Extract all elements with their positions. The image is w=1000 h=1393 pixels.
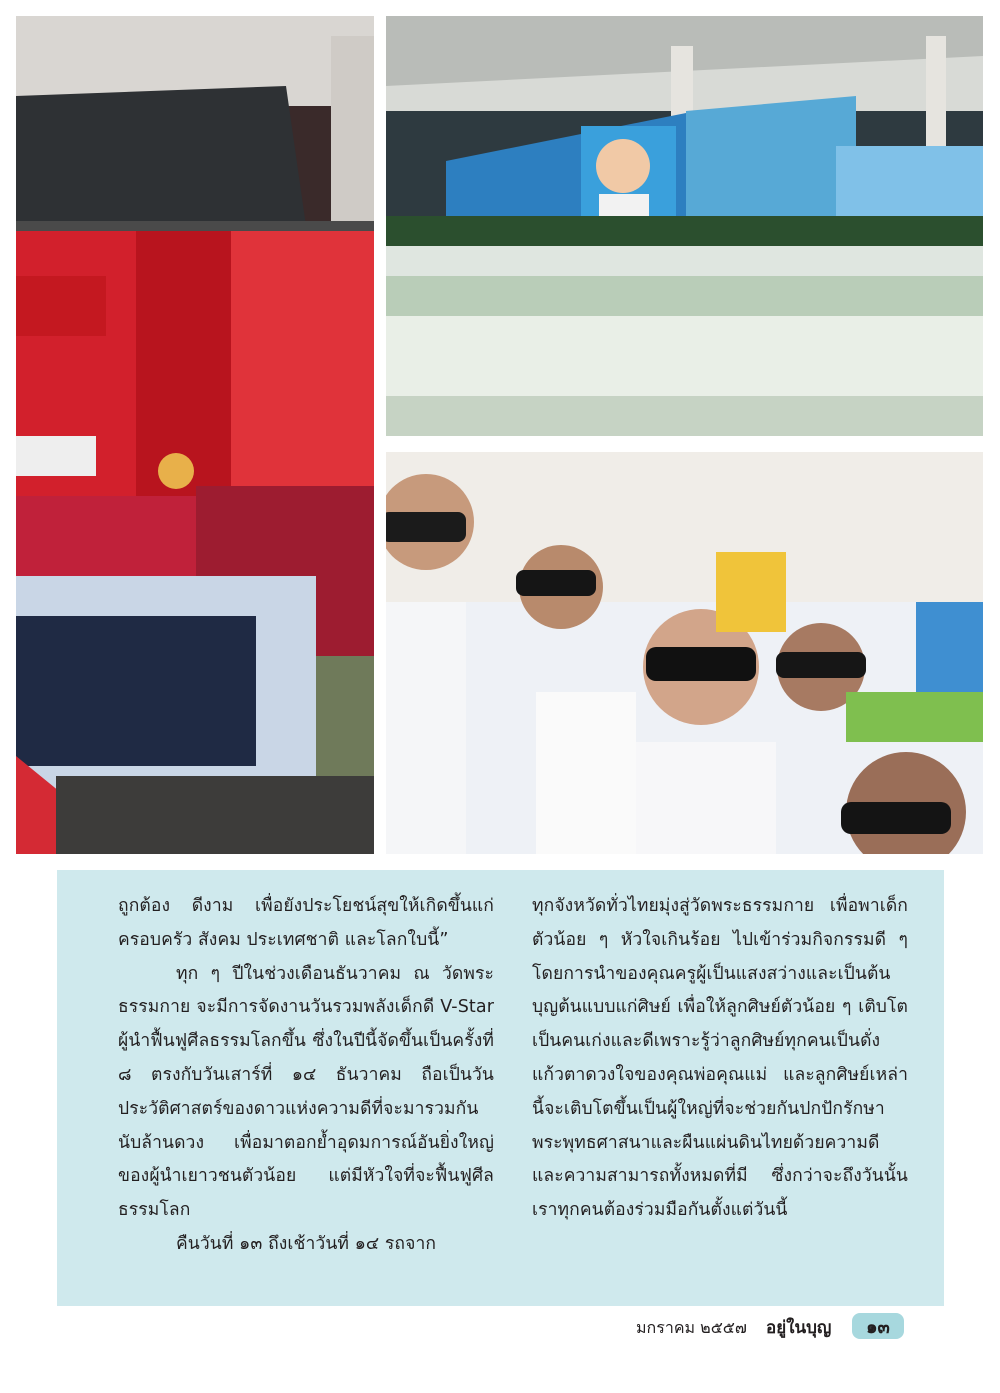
photo-students-v-sign	[386, 452, 983, 854]
photo-children-entering-hall	[16, 16, 374, 854]
article-paragraph: ทุก ๆ ปีในช่วงเดือนธันวาคม ณ วัดพระธรรมกาย จะมีการจัดงานวันรวมพลังเด็กดี V-Star ผู้นำฟื้นฟูศีลธรรมโลกขึ้น ซึ่งในปีนี้จัดขึ้นเป็นครั้งที่ ๘ ตรงกับวันเสาร์ที่ ๑๔ ธันวาคม ถือเป็นวันประวัติศาสตร์ของดาวแห่งความดีที่จะมารวมกันนับล้านดวง เพื่อมาตอกย้ำอุดมการณ์อันยิ่งใหญ่ของผู้นำเยาวชนตัวน้อย แต่มีหัวใจที่จะฟื้นฟูศีลธรรมโลก	[118, 963, 494, 1221]
page-number-badge: ๑๓	[852, 1313, 904, 1339]
footer-issue-date: มกราคม ๒๕๕๗	[636, 1318, 747, 1337]
photo-assembly-hall-graphic	[386, 16, 983, 436]
article-paragraph: ทุกจังหวัดทั่วไทยมุ่งสู่วัดพระธรรมกาย เพื่อพาเด็กตัวน้อย ๆ หัวใจเกินร้อย ไปเข้าร่วมกิจกรรมดี ๆ โดยการนำของคุณครูผู้เป็นแสงสว่างและเป็นต้นบุญต้นแบบแก่ศิษย์ เพื่อให้ลูกศิษย์ตัวน้อย ๆ เติบโตเป็นคนเก่งและดีเพราะรู้ว่าลูกศิษย์ทุกคนเป็นดั่งแก้วตาดวงใจของคุณพ่อคุณแม่ และลูกศิษย์เหล่านี้จะเติบโตขึ้นเป็นผู้ใหญ่ที่จะช่วยกันปกปักรักษาพระพุทธศาสนาและผืนแผ่นดินไทยด้วยความดีและความสามารถทั้งหมดที่มี ซึ่งกว่าจะถึงวันนั้น เราทุกคนต้องร่วมมือกันตั้งแต่วันนี้	[532, 896, 908, 1221]
article-text-panel	[57, 870, 944, 1306]
article-column-right	[532, 890, 908, 1228]
article-column-left	[118, 890, 494, 1262]
article-paragraph: ถูกต้อง ดีงาม เพื่อยังประโยชน์สุขให้เกิดขึ้นแก่ครอบครัว สังคม ประเทศชาติ และโลกใบนี้”	[118, 896, 494, 950]
photo-students-v-sign-graphic	[386, 452, 983, 854]
article-paragraph: คืนวันที่ ๑๓ ถึงเช้าวันที่ ๑๔ รถจาก	[176, 1233, 437, 1254]
footer-magazine-name: อยู่ในบุญ	[766, 1318, 832, 1338]
photo-assembly-hall	[386, 16, 983, 436]
photo-children-entering-hall-graphic	[16, 16, 374, 854]
